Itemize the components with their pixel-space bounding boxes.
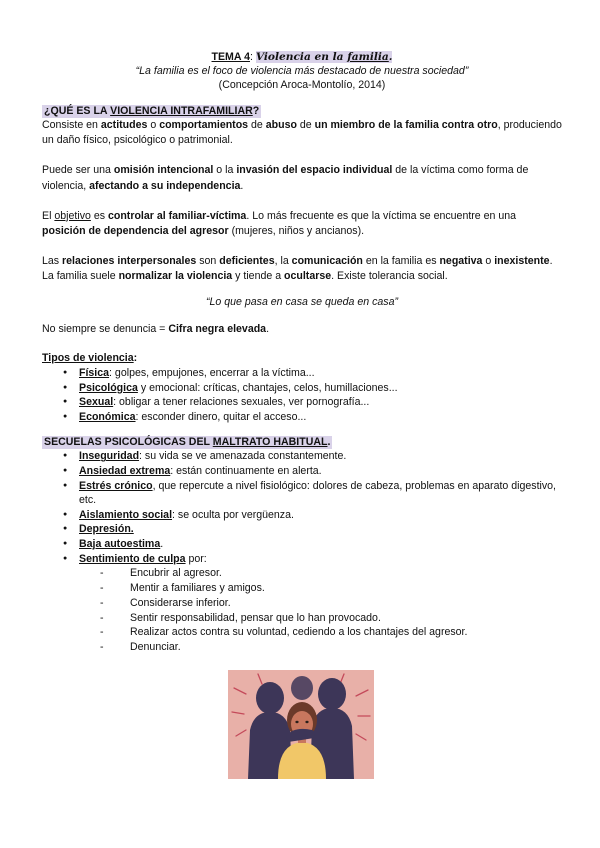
bold-text: ocultarse [284,270,332,283]
list-item [79,381,562,396]
item-name: Sexual [79,396,114,409]
paragraph-relaciones [42,254,562,284]
item-name: Ansiedad extrema [79,465,171,477]
text: o [482,255,495,268]
text: No siempre se denuncia = [42,322,169,335]
list-item [79,366,562,381]
list-item: - Realizar actos contra su voluntad, cediendo a los chantajes del agresor. [130,625,562,640]
bold-text: normalizar la violencia [118,270,233,283]
domestic-violence-illustration [228,670,374,779]
text: Consiste en [42,119,101,131]
item-name: Estrés crónico [79,479,153,492]
heading-underlined: VIOLENCIA INTRAFAMILIAR [110,105,253,117]
bold-text: inexistente [494,255,550,268]
tema-label: TEMA 4 [211,51,250,63]
item-name: Aislamiento social [79,508,173,521]
heading-text: ¿QUÉ ES LA [44,105,111,117]
title-underlined: familia [347,51,389,63]
item-name: Económica [79,410,136,423]
bold-text: posición de dependencia del agresor [42,225,229,238]
tipos-colon: : [133,351,138,364]
culpa-list [42,566,562,655]
list-item [79,508,562,523]
section-heading-violencia [42,105,261,118]
heading-end: ? [252,105,260,117]
title-separator: : [249,51,256,63]
list-item [79,410,562,425]
item-name: Física [79,367,110,380]
bold-text: relaciones interpersonales [62,255,197,268]
item-text: : obligar a tener relaciones sexuales, ver pornografía... [113,396,370,409]
tipos-list [42,366,562,424]
paragraph-objetivo [42,209,562,239]
text: . Lo más frecuente es que la víctima se encuentre en una [246,209,517,222]
list-item [79,552,562,567]
list-item: - Encubrir al agresor. [130,566,562,581]
text: . [266,322,270,335]
item-text: . [160,537,164,550]
item-text: por: [185,552,207,565]
saying-quote: “Lo que pasa en casa se queda en casa” [205,295,398,308]
paragraph-definition [42,118,562,148]
text: de [296,119,315,131]
text: en la familia es [362,255,440,268]
list-item: - Sentir responsabilidad, pensar que lo han provocado. [130,611,562,626]
bold-text: omisión intencional [113,164,214,177]
text: . Existe tolerancia social. [331,270,448,283]
text: , produciendo un daño físico, psicológico o patrimonial. [42,119,562,147]
text: El [42,209,55,222]
item-name: Psicológica [79,381,138,394]
list-item: - Mentir a familiares y amigos. [130,581,562,596]
text: y tiende a [232,270,285,283]
list-item [79,449,562,464]
heading-end: . [327,436,331,449]
list-item: - Considerarse inferior. [130,596,562,611]
item-text: : su vida se ve amenazada constantemente. [139,450,347,463]
text: de [248,119,266,131]
item-name: Sentimiento de culpa [79,552,186,565]
tipos-heading [42,351,562,366]
bold-text: controlar al familiar-víctima [107,209,247,222]
list-item [79,395,562,410]
section-heading-secuelas [42,436,332,449]
document-title [42,50,562,64]
quote-citation: (Concepción Aroca-Montolío, 2014) [218,79,386,91]
document-page [42,50,562,655]
text: . [240,179,244,192]
secuelas-list [42,449,562,566]
item-name: Inseguridad [79,450,140,463]
text: Puede ser una [42,164,114,177]
item-text: : están continuamente en alerta. [170,465,322,477]
item-name: Depresión. [79,523,134,536]
item-text: : golpes, empujones, encerrar a la víctima... [109,367,315,380]
text: o [147,119,160,131]
bold-text: negativa [439,255,483,268]
text: Las [42,255,63,268]
item-text: : esconder dinero, quitar el acceso... [135,410,307,423]
opening-quote: “La familia es el foco de violencia más destacado de nuestra sociedad” [135,65,469,77]
text: son [196,255,220,268]
text: (mujeres, niños y ancianos). [228,225,365,238]
text: . La familia suele [42,255,553,283]
item-text: : se oculta por vergüenza. [172,508,294,521]
list-item [79,537,562,552]
title-period: . [388,51,393,63]
title-text: Violencia en la [255,51,348,63]
paragraph-omision [42,163,562,193]
tipos-heading-text: Tipos de violencia [42,351,134,364]
bold-text: comunicación [291,255,363,268]
text: es [90,209,108,222]
illustration-svg [228,670,374,779]
heading-underlined: MALTRATO HABITUAL [212,436,328,449]
item-text: y emocional: críticas, chantajes, celos, humillaciones... [137,381,398,394]
list-item [79,479,562,508]
bold-text: Cifra negra elevada [168,322,267,335]
bold-text: comportamientos [159,119,249,131]
bold-text: abuso [265,119,297,131]
item-text: , que repercute a nivel fisiológico: dolores de cabeza, problemas en aparato digestivo, etc. [79,479,557,507]
tema-title [256,51,393,63]
paragraph-denuncia [42,322,562,337]
list-item [79,522,562,537]
bold-text: actitudes [100,119,148,131]
list-item [79,464,562,479]
bold-text: deficientes [219,255,275,268]
text: de la víctima como forma de violencia, [42,164,529,192]
bold-text: un miembro de la familia contra otro [314,119,498,131]
text: , la [274,255,292,268]
bold-text: afectando a su independencia [89,179,241,192]
item-name: Baja autoestima [79,537,161,550]
list-item: - Denunciar. [130,640,562,655]
underlined-text: objetivo [54,209,91,222]
bold-text: invasión del espacio individual [236,164,393,177]
text: o la [213,164,237,177]
heading-text: SECUELAS PSICOLÓGICAS DEL [44,436,213,449]
